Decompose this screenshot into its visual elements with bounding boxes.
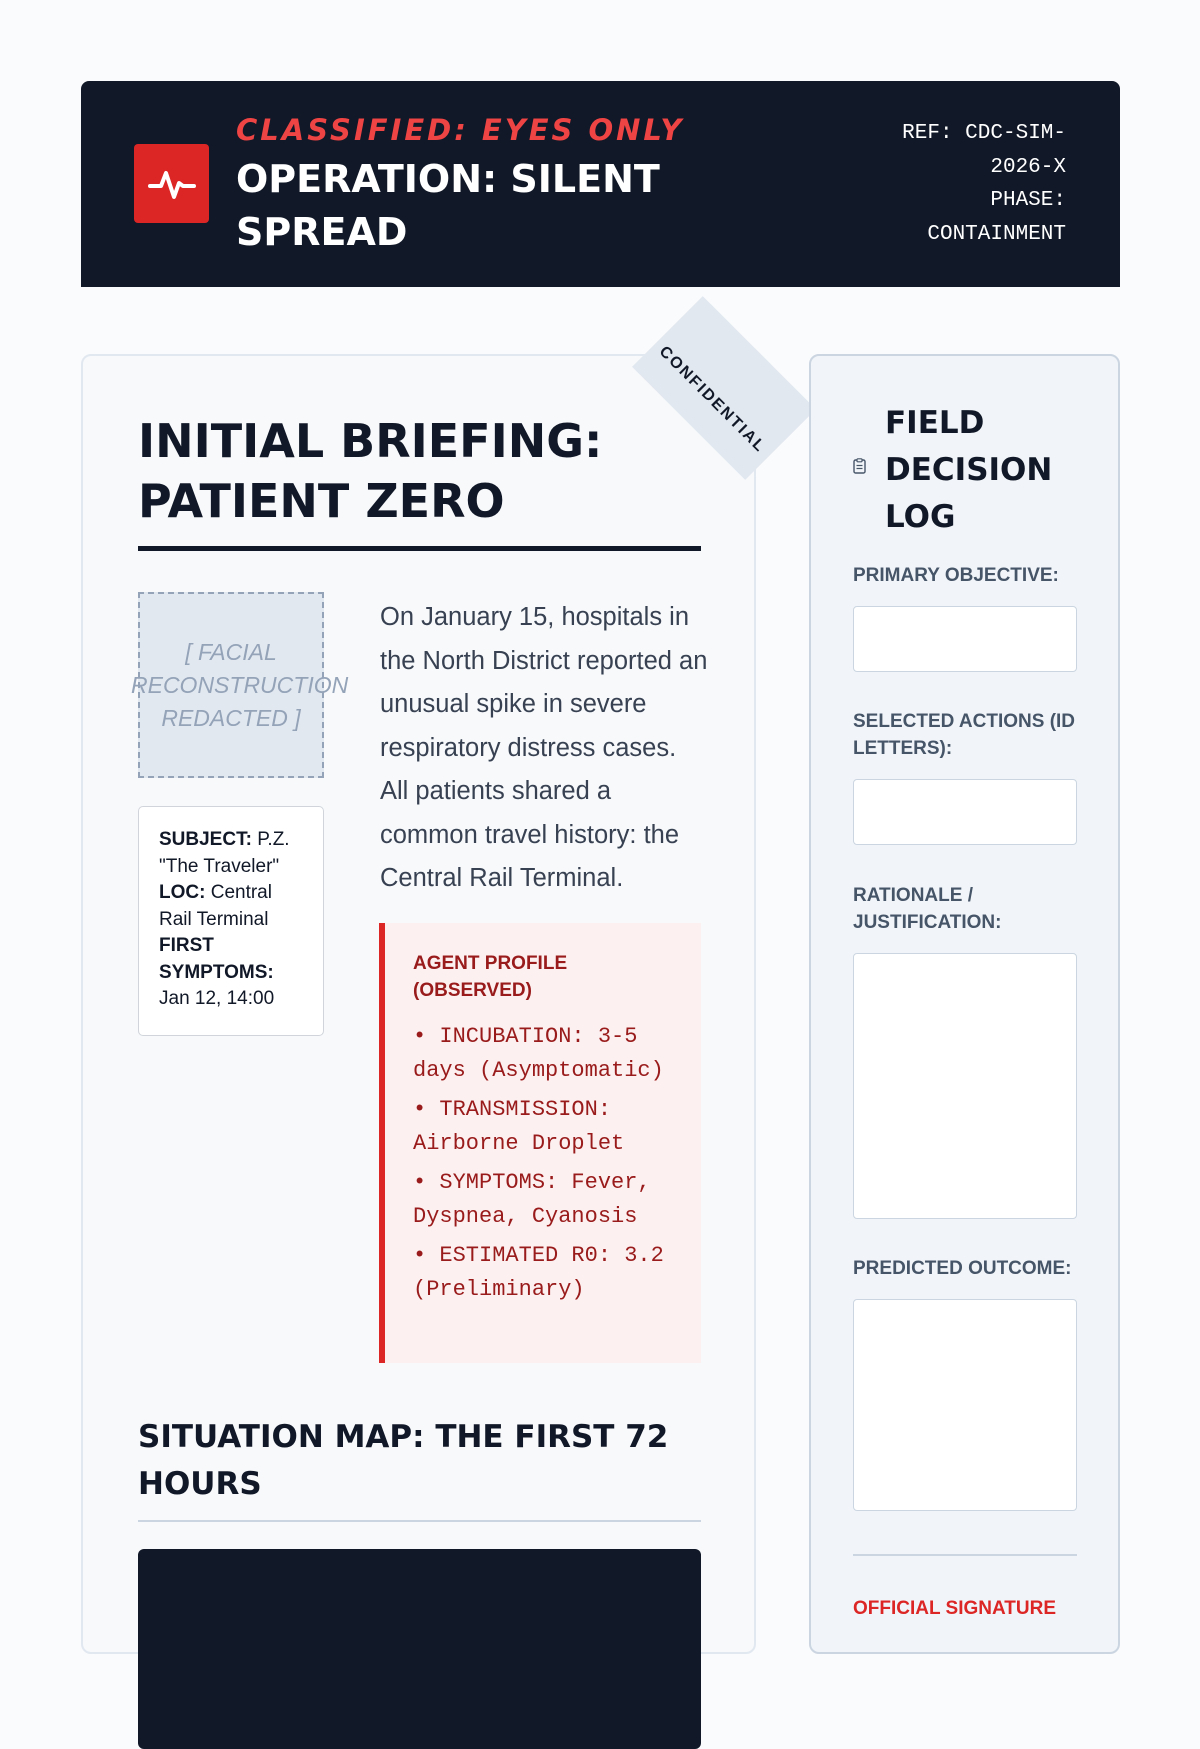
selected-actions-input[interactable]: [853, 779, 1077, 845]
first-symptoms-label: FIRST SYMPTOMS:: [159, 935, 274, 983]
title-divider: [138, 546, 701, 551]
predicted-outcome-textarea[interactable]: [853, 1299, 1077, 1511]
classified-header: [81, 81, 1120, 287]
signature-divider: [853, 1554, 1077, 1556]
briefing-title: INITIAL BRIEFING: PATIENT ZERO: [138, 414, 603, 528]
rationale-textarea[interactable]: [853, 953, 1077, 1219]
location-label: LOC:: [159, 882, 206, 903]
primary-objective-input[interactable]: [853, 606, 1077, 672]
clipboard-icon: [853, 458, 866, 474]
agent-profile-heading: AGENT PROFILE (OBSERVED): [413, 953, 568, 1001]
decision-log-title: FIELD DECISION LOG: [885, 405, 1053, 535]
list-item: • SYMPTOMS: Fever, Dyspnea, Cyanosis: [413, 1170, 651, 1229]
location-value: Central Rail Terminal: [159, 882, 272, 930]
decision-log-card: [809, 354, 1120, 1654]
predicted-outcome-label: PREDICTED OUTCOME:: [853, 1258, 1072, 1279]
reference-block: [866, 117, 1066, 251]
briefing-card: [81, 343, 769, 1654]
signature-label: OFFICIAL SIGNATURE: [853, 1598, 1057, 1619]
situation-map-title: SITUATION MAP: THE FIRST 72 HOURS: [138, 1419, 669, 1502]
photo-placeholder-text: [ FACIAL RECONSTRUCTION REDACTED ]: [131, 638, 349, 731]
operation-title: OPERATION: SILENT SPREAD: [236, 157, 660, 254]
list-item: • TRANSMISSION: Airborne Droplet: [413, 1097, 625, 1156]
briefing-intro: On January 15, hospitals in the North District reported an unusual spike in severe respiratory distress cases. All patients shared a common travel history: the Central Rail Terminal.: [380, 603, 708, 892]
agent-profile-callout: [379, 923, 701, 1363]
heartbeat-icon: [134, 144, 209, 223]
redacted-photo: [131, 592, 349, 778]
list-item: • ESTIMATED R0: 3.2 (Preliminary): [413, 1243, 664, 1302]
subject-label: SUBJECT:: [159, 829, 252, 850]
list-item: • INCUBATION: 3-5 days (Asymptomatic): [413, 1024, 664, 1083]
subject-value: P.Z. "The Traveler": [159, 829, 290, 877]
classification-label: CLASSIFIED: EYES ONLY: [236, 113, 685, 147]
rationale-label: RATIONALE / JUSTIFICATION:: [853, 885, 1002, 933]
agent-profile-list: [413, 1020, 681, 1306]
primary-objective-label: PRIMARY OBJECTIVE:: [853, 565, 1059, 586]
selected-actions-label: SELECTED ACTIONS (ID LETTERS):: [853, 711, 1076, 759]
situation-divider: [138, 1520, 701, 1522]
corner-stamp-text: CONFIDENTIAL: [655, 343, 769, 457]
phase-label: PHASE: CONTAINMENT: [927, 189, 1066, 246]
reference-code: REF: CDC-SIM-2026-X: [902, 122, 1066, 179]
subject-card: [138, 806, 324, 1036]
first-symptoms-value: Jan 12, 14:00: [159, 988, 275, 1009]
situation-map-panel: [138, 1549, 701, 1749]
